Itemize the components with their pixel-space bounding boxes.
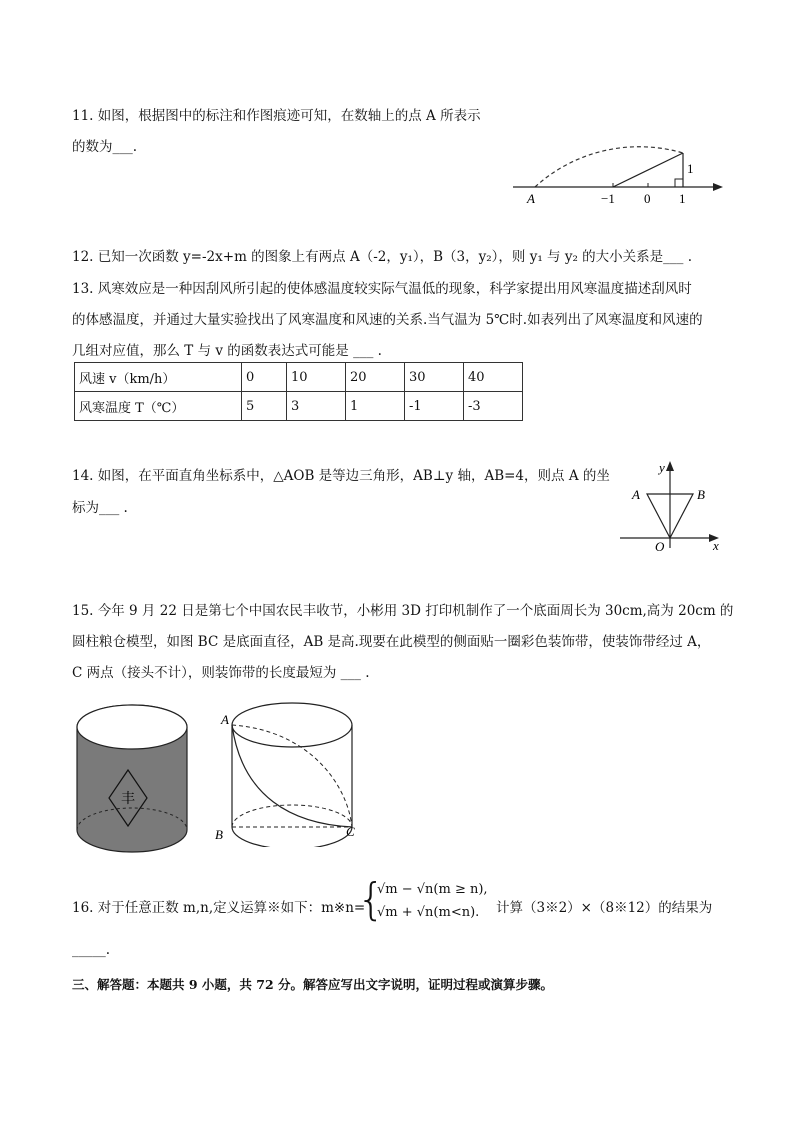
q14-line2: 标为___ . bbox=[72, 500, 128, 516]
q13-line1: 13. 风寒效应是一种因刮风所引起的使体感温度较实际气温低的现象，科学家提出用风寒温度描述刮风时 bbox=[72, 281, 692, 297]
q15-line3: C 两点（接头不计），则装饰带的长度最短为 ___ . bbox=[72, 665, 370, 681]
q15-label-a: A bbox=[221, 712, 229, 727]
q13-wind-table bbox=[74, 362, 523, 421]
q15-badge-character: 丰 bbox=[121, 792, 135, 807]
table-cell: 30 bbox=[405, 363, 464, 392]
q16-answer-blank: _____. bbox=[72, 942, 111, 958]
q11-line1: 11. 如图，根据图中的标注和作图痕迹可知，在数轴上的点 A 所表示 bbox=[72, 108, 481, 124]
q15-line1: 15. 今年 9 月 22 日是第七个中国农民丰收节，小彬用 3D 打印机制作了一个底面周长为 30cm,高为 20cm 的 bbox=[72, 603, 734, 619]
q13-line2: 的体感温度，并通过大量实验找出了风寒温度和风速的关系.当气温为 5℃时.如表列出了风寒温度和风速的 bbox=[72, 312, 703, 328]
q11-label-height: 1 bbox=[687, 161, 694, 176]
table-cell: 40 bbox=[464, 363, 523, 392]
q11-axis-arrow bbox=[713, 183, 723, 191]
q15-label-c: C bbox=[346, 824, 355, 839]
q11-label-1: 1 bbox=[679, 191, 686, 206]
q14-label-a: A bbox=[632, 487, 640, 502]
q14-label-x: x bbox=[713, 538, 719, 553]
q15-bottom-back-edge bbox=[232, 805, 352, 827]
table-cell: 3 bbox=[287, 392, 346, 421]
q11-hypotenuse bbox=[613, 153, 683, 187]
table-row bbox=[75, 392, 523, 421]
q14-triangle-figure bbox=[615, 458, 727, 558]
q15-label-b: B bbox=[215, 827, 223, 842]
q15-cylinder-top bbox=[77, 705, 187, 749]
table-cell: -1 bbox=[405, 392, 464, 421]
q15-granary-model bbox=[72, 702, 192, 862]
q13-line3: 几组对应值，那么 T 与 v 的函数表达式可能是 ___ . bbox=[72, 343, 382, 359]
table-row bbox=[75, 363, 523, 392]
q11-label-minus1: −1 bbox=[601, 191, 615, 206]
q15-line2: 圆柱粮仓模型，如图 BC 是底面直径，AB 是高.现要在此模型的侧面贴一圈彩色装饰带，使装饰带经过 A， bbox=[72, 634, 711, 650]
q11-number-line-figure bbox=[505, 95, 730, 210]
q14-label-b: B bbox=[697, 487, 705, 502]
q14-line1: 14. 如图，在平面直角坐标系中，△AOB 是等边三角形，AB⊥y 轴，AB=4，则点 A 的坐 bbox=[72, 468, 610, 484]
q15-bottom-front-edge bbox=[232, 827, 352, 847]
q15-cylinder-diagram bbox=[212, 702, 372, 847]
q14-label-y: y bbox=[659, 460, 665, 475]
q12-text: 12. 已知一次函数 y=-2x+m 的图象上有两点 A（-2，y₁），B（3，y₂），则 y₁ 与 y₂ 的大小关系是___ . bbox=[72, 249, 693, 265]
table-cell: 10 bbox=[287, 363, 346, 392]
q14-label-o: O bbox=[655, 539, 665, 554]
q16-prefix: 16. 对于任意正数 m,n,定义运算※如下：m※n= bbox=[72, 900, 366, 916]
q11-line2: 的数为___. bbox=[72, 139, 138, 155]
table-row-header: 风速 v（km/h） bbox=[75, 363, 242, 392]
q16-case-2: √m + √n(m<n). bbox=[377, 905, 480, 920]
table-cell: 0 bbox=[242, 363, 287, 392]
q14-y-arrow bbox=[666, 461, 674, 471]
q16-suffix: 计算（3※2）×（8※12）的结果为 bbox=[496, 900, 713, 916]
q16-case-1: √m − √n(m ≥ n), bbox=[377, 882, 488, 897]
q15-top-ellipse bbox=[232, 703, 352, 747]
table-cell: 5 bbox=[242, 392, 287, 421]
q11-label-0: 0 bbox=[644, 191, 651, 206]
table-cell: -3 bbox=[464, 392, 523, 421]
table-row-header: 风寒温度 T（℃） bbox=[75, 392, 242, 421]
q11-label-a: A bbox=[527, 191, 535, 206]
q11-right-angle-mark bbox=[675, 179, 683, 187]
q16-left-brace: { bbox=[357, 874, 385, 925]
q11-compass-arc bbox=[535, 147, 683, 187]
table-cell: 1 bbox=[346, 392, 405, 421]
section3-heading: 三、解答题：本题共 9 小题，共 72 分。解答应写出文字说明，证明过程或演算步骤。 bbox=[72, 977, 554, 992]
table-cell: 20 bbox=[346, 363, 405, 392]
